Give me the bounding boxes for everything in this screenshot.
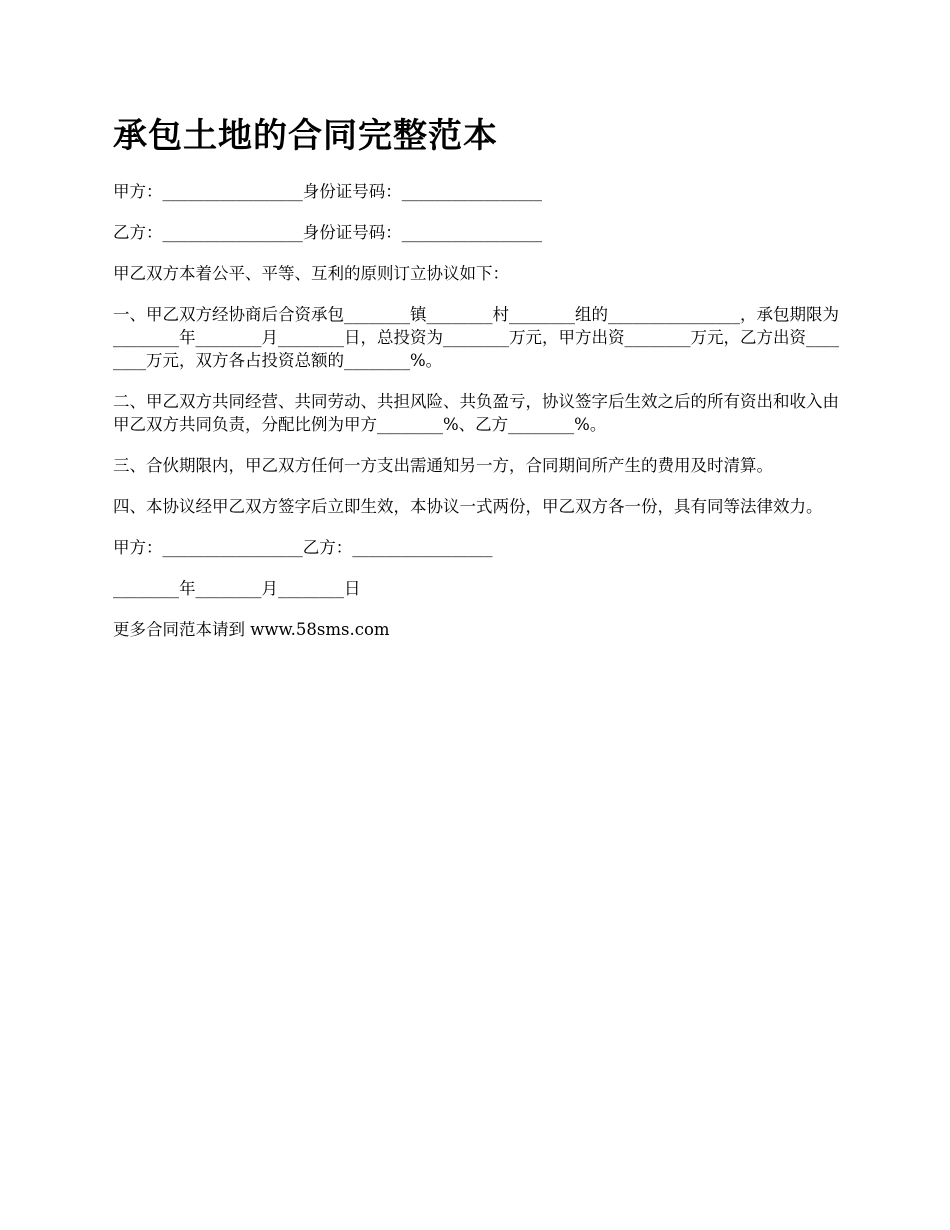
clause-3: 三、合伙期限内，甲乙双方任何一方支出需通知另一方，合同期间所产生的费用及时清算。 bbox=[113, 456, 773, 475]
clause-4: 四、本协议经甲乙双方签字后立即生效，本协议一式两份，甲乙双方各一份，具有同等法律效力。 bbox=[113, 497, 823, 516]
intro-paragraph: 甲乙双方本着公平、平等、互利的原则订立协议如下： bbox=[113, 264, 509, 283]
signature-line: 甲方：_________________乙方：_________________ bbox=[113, 538, 493, 557]
clause-1: 一、甲乙双方经协商后合资承包________镇________村________组的________________，承包期限为________年________月________日，总投资为________万元，甲方出资________万元，乙方出资________万元，双方各占投资总额的________%。 bbox=[113, 305, 839, 370]
party-a-line: 甲方：_________________身份证号码：_________________ bbox=[113, 182, 542, 201]
party-b-line: 乙方：_________________身份证号码：_________________ bbox=[113, 223, 542, 242]
clause-2: 二、甲乙双方共同经营、共同劳动、共担风险、共负盈亏，协议签字后生效之后的所有资出和收入由甲乙双方共同负责，分配比例为甲方________%、乙方________%。 bbox=[113, 392, 839, 434]
footer-note: 更多合同范本请到 www.58sms.com bbox=[113, 620, 390, 639]
document-body bbox=[113, 112, 843, 659]
document-title: 承包土地的合同完整范本 bbox=[113, 116, 498, 156]
date-line: ________年________月________日 bbox=[113, 579, 361, 598]
